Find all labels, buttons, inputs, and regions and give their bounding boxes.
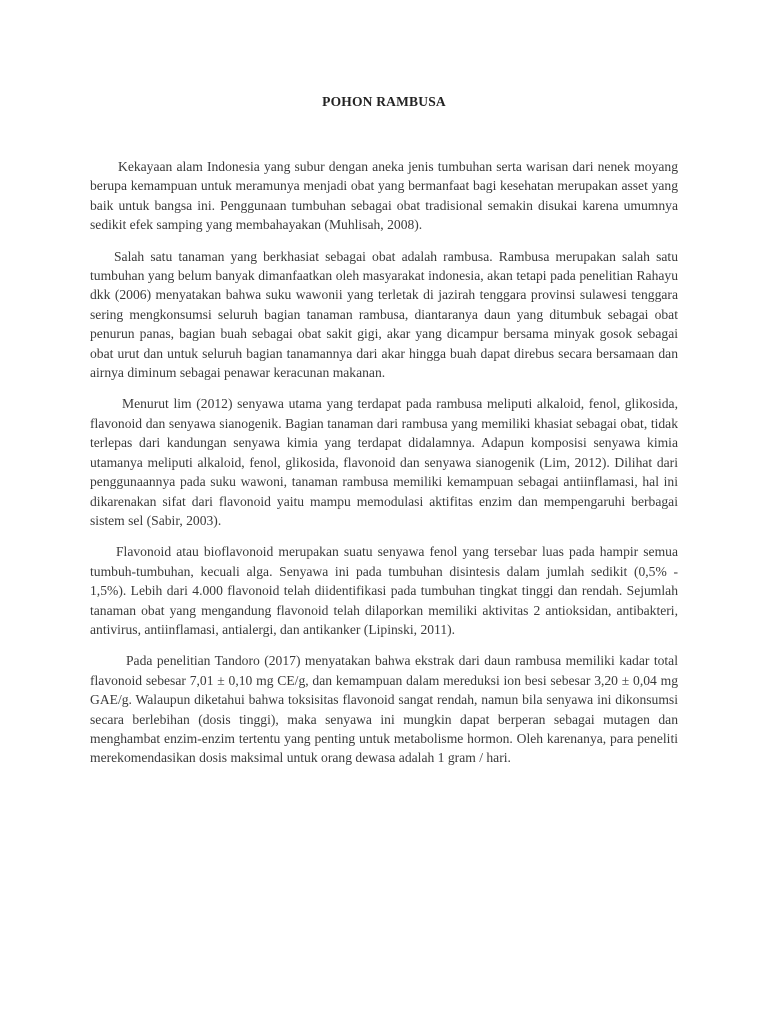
page-title: POHON RAMBUSA: [322, 94, 446, 109]
paragraph-4: Flavonoid atau bioflavonoid merupakan suatu senyawa fenol yang tersebar luas pada hampir semua tumbuh-tumbuhan, kecuali alga. Senyawa ini pada tumbuhan disintesis dalam jumlah sedikit (0,5% - 1,5%). Lebih dari 4.000 flavonoid telah diidentifikasi pada tumbuhan tingkat tinggi dan rendah. Sejumlah tanaman obat yang mengandung flavonoid telah dilaporkan memiliki aktivitas 2 antioksidan, antibakteri, antivirus, antiinflamasi, antialergi, dan antikanker (Lipinski, 2011).: [90, 544, 678, 637]
paragraph-1: Kekayaan alam Indonesia yang subur dengan aneka jenis tumbuhan serta warisan dari nenek moyang berupa kemampuan untuk meramunya menjadi obat yang bermanfaat bagi kesehatan merupakan asset yang baik untuk bangsa ini. Penggunaan tumbuhan sebagai obat tradisional semakin disukai karena umumnya sedikit efek samping yang membahayakan (Muhlisah, 2008).: [90, 159, 678, 233]
paragraph-5: Pada penelitian Tandoro (2017) menyatakan bahwa ekstrak dari daun rambusa memiliki kadar total flavonoid sebesar 7,01 ± 0,10 mg CE/g, dan kemampuan dalam mereduksi ion besi sebesar 3,20 ± 0,04 mg GAE/g. Walaupun diketahui bahwa toksisitas flavonoid sangat rendah, namun bila senyawa ini dikonsumsi secara berlebihan (dosis tinggi), maka senyawa ini mungkin dapat berperan sebagai mutagen dan menghambat enzim-enzim tertentu yang penting untuk metabolisme hormon. Oleh karenanya, para peneliti merekomendasikan dosis maksimal untuk orang dewasa adalah 1 gram / hari.: [90, 653, 678, 766]
paragraph-3: Menurut lim (2012) senyawa utama yang terdapat pada rambusa meliputi alkaloid, fenol, glikosida, flavonoid dan senyawa sianogenik. Bagian tanaman dari rambusa yang memiliki khasiat sebagai obat, tidak terlepas dari kandungan senyawa kimia yang terdapat didalamnya. Adapun komposisi senyawa kimia utamanya meliputi alkaloid, fenol, glikosida, flavonoid dan senyawa sianogenik (Lim, 2012). Dilihat dari penggunaannya pada suku wawoni, tanaman rambusa memiliki kemampuan sebagai antiinflamasi, hal ini dikarenakan sifat dari flavonoid yaitu mampu memodulasi aktifitas enzim dan mempengaruhi berbagai sistem sel (Sabir, 2003).: [90, 396, 678, 528]
paragraph-2: Salah satu tanaman yang berkhasiat sebagai obat adalah rambusa. Rambusa merupakan salah satu tumbuhan yang belum banyak dimanfaatkan oleh masyarakat indonesia, akan tetapi pada penelitian Rahayu dkk (2006) menyatakan bahwa suku wawonii yang terletak di jazirah tenggara provinsi sulawesi tenggara sering mengkonsumsi seluruh bagian tanaman rambusa, diantaranya daun yang ditumbuk sebagai obat penurun panas, bagian buah sebagai obat sakit gigi, akar yang dicampur bersama minyak gosok sebagai obat urut dan untuk seluruh bagian tanamannya dari akar hingga buah dapat direbus secara bersamaan dan airnya diminum sebagai penawar keracunan makanan.: [90, 248, 678, 381]
document-body: [90, 157, 678, 780]
